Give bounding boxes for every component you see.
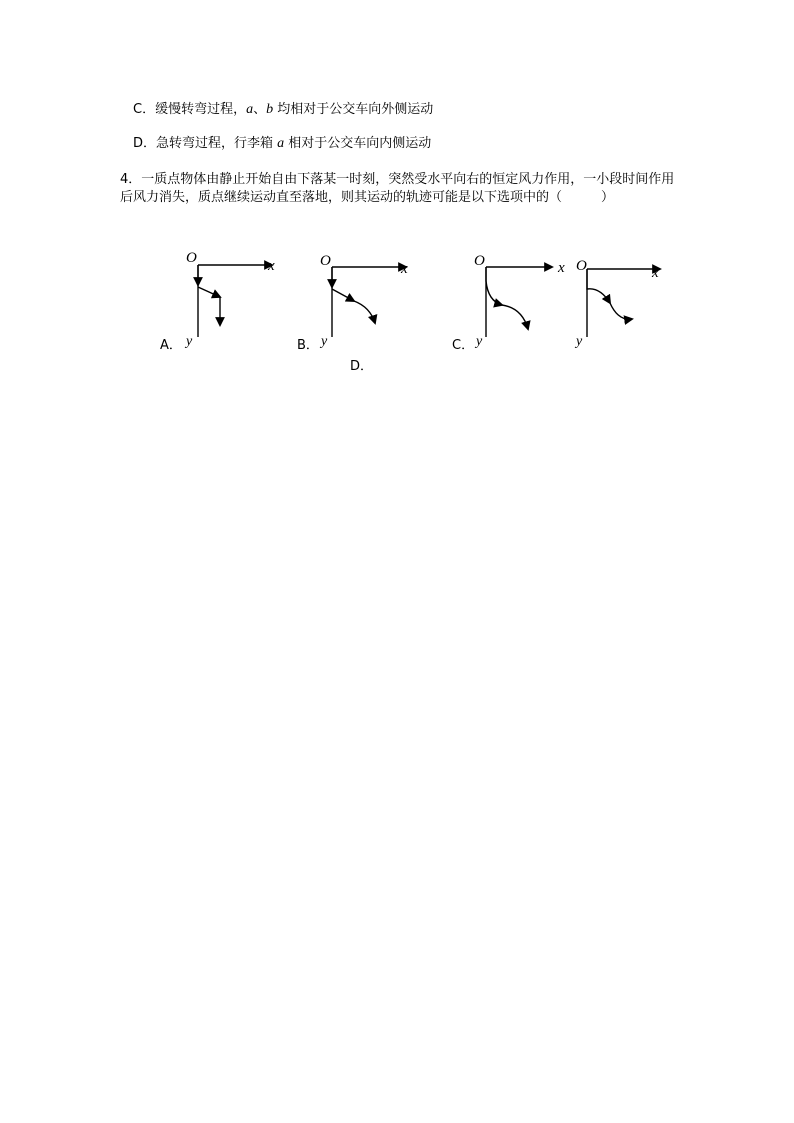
y-axis-label: y [576, 334, 583, 349]
trajectory-curve-first [486, 267, 502, 305]
option-c-prev: C．缓慢转弯过程，a、b 均相对于公交车向外侧运动 [133, 102, 434, 117]
option-d-label: D． [350, 359, 374, 374]
trajectory-curve-first [587, 269, 610, 303]
trajectory-curve-second [610, 303, 632, 319]
diagram-c [474, 253, 565, 349]
option-a-label: A． [160, 338, 182, 353]
origin-label: O [576, 258, 587, 274]
option-b-label: B． [297, 338, 319, 353]
y-axis-label: y [321, 334, 328, 349]
question-4-line-2: 后风力消失，质点继续运动直至落地，则其运动的轨迹可能是以下选项中的（ ） [120, 190, 615, 205]
trajectory-figure [150, 245, 670, 375]
option-c-label: C． [452, 338, 475, 353]
trajectory-wind-segment [332, 289, 354, 301]
option-d-prev: D．急转弯过程，行李箱 a 相对于公交车向内侧运动 [133, 136, 432, 151]
x-axis-label: x [268, 258, 275, 274]
diagram-d [574, 258, 660, 349]
origin-label: O [186, 250, 197, 266]
y-axis-label: y [186, 334, 193, 349]
x-axis-label: x [558, 260, 565, 276]
diagram-a [184, 250, 275, 349]
origin-label: O [474, 253, 485, 269]
trajectory-curve-second [502, 305, 528, 329]
origin-label: O [320, 253, 331, 269]
question-4-line-1: 4．一质点物体由静止开始自由下落某一时刻，突然受水平向右的恒定风力作用，一小段时间作用 [120, 172, 675, 187]
x-axis-label: x [652, 265, 659, 281]
trajectory-wind-segment [198, 287, 220, 297]
x-axis-label: x [401, 261, 408, 277]
y-axis-label: y [476, 334, 483, 349]
trajectory-curve [354, 301, 375, 323]
diagram-b [319, 253, 408, 349]
